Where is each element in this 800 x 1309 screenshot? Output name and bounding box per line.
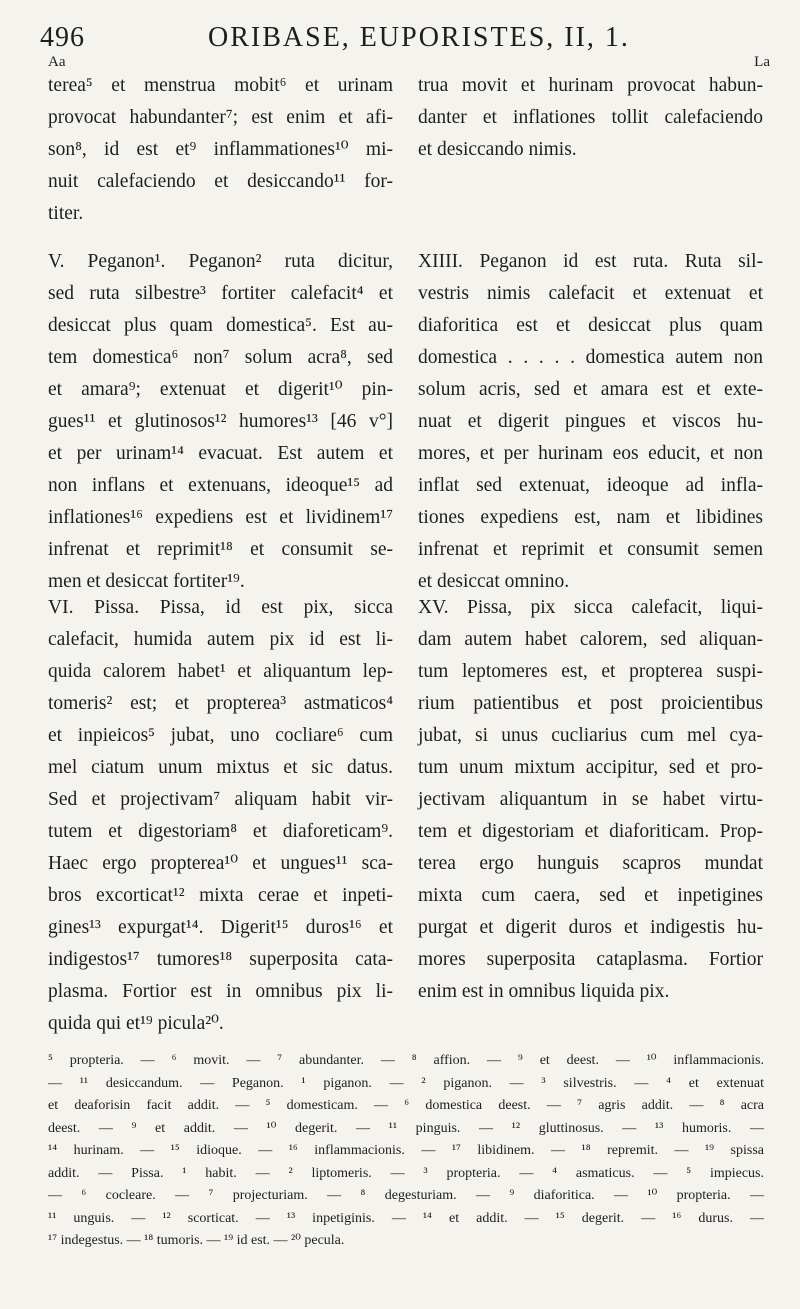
text-line: et desiccando nimis.: [418, 139, 577, 160]
text-line: tem domestica⁶ non⁷ solum acra⁸, sed: [48, 347, 393, 368]
text-line: diaforitica est et desiccat plus quam: [418, 315, 763, 336]
text-line: plasma. Fortior est in omnibus pix li-: [48, 981, 393, 1002]
footnote-line: addit. — Pissa. ¹ habit. — ² liptomeris. — ³ propteria. — ⁴ asmaticus. — ⁵ impiecus.: [48, 1165, 764, 1181]
footnote-line: ¹⁷ indegestus. — ¹⁸ tumoris. — ¹⁹ id est. — ²⁰ pecula.: [48, 1233, 345, 1248]
footnote-line: ¹¹ unguis. — ¹² scorticat. — ¹³ inpetiginis. — ¹⁴ et addit. — ¹⁵ degerit. — ¹⁶ durus. —: [48, 1210, 764, 1226]
text-line: mores superposita cataplasma. Fortior: [418, 949, 763, 970]
page-number: 496: [40, 22, 85, 53]
text-line: dam autem habet calorem, sed aliquan-: [418, 629, 763, 650]
text-line: enim est in omnibus liquida pix.: [418, 981, 670, 1002]
text-line: jubat, si unus cucliarius cum mel cya-: [418, 725, 763, 746]
text-line: mores, et per hurinam eos educit, et non: [418, 443, 763, 464]
left-column-block-3: [48, 592, 393, 1040]
text-line: VI. Pissa. Pissa, id est pix, sicca: [48, 597, 393, 618]
text-line: gues¹¹ et glutinosos¹² humores¹³ [46 v°]: [48, 411, 393, 432]
footnotes: [48, 1050, 764, 1253]
text-line: tum leptomeres est, et propterea suspi-: [418, 661, 763, 682]
page-header: [40, 22, 770, 62]
text-line: tum unum mixtum accipitur, sed et pro-: [418, 757, 763, 778]
text-line: mel ciatum unum mixtus et sic datus.: [48, 757, 393, 778]
left-paragraph-peganon: [48, 246, 393, 598]
text-line: bros excorticat¹² mixta cerae et inpeti-: [48, 885, 393, 906]
footnote-line: et deaforisin facit addit. — ⁵ domesticam. — ⁶ domestica deest. — ⁷ agris addit. — ⁸ acra: [48, 1098, 764, 1113]
text-line: infrenat et reprimit et consumit semen: [418, 539, 763, 560]
left-column-block-1: [48, 70, 393, 230]
text-line: trua movit et hurinam provocat habun-: [418, 75, 763, 96]
text-line: tutem et digestoriam⁸ et diaforeticam⁹.: [48, 821, 393, 842]
text-line: nuit calefaciendo et desiccando¹¹ for-: [48, 171, 393, 192]
text-line: quida qui et¹⁹ picula²⁰.: [48, 1013, 224, 1034]
text-line: jectivam aliquantum in se habet virtu-: [418, 789, 763, 810]
text-line: inflat sed extenuat, ideoque ad infla-: [418, 475, 763, 496]
right-column-block-2: [418, 246, 763, 598]
text-line: desiccat plus quam domestica⁵. Est au-: [48, 315, 393, 336]
text-line: infrenat et reprimit¹⁸ et consumit se-: [48, 539, 393, 560]
running-title: ORIBASE, EUPORISTES, II, 1.: [208, 22, 630, 53]
left-column-block-2: [48, 246, 393, 598]
left-paragraph: [48, 70, 393, 230]
text-line: terea⁵ et menstrua mobit⁶ et urinam: [48, 75, 393, 96]
right-column-block-1: [418, 70, 763, 166]
right-column-block-3: [418, 592, 763, 1008]
text-line: et desiccat omnino.: [418, 571, 570, 592]
left-paragraph-pissa: [48, 592, 393, 1040]
text-line: XV. Pissa, pix sicca calefacit, liqui-: [418, 597, 763, 618]
text-line: et inpieicos⁵ jubat, uno cocliare⁶ cum: [48, 725, 393, 746]
footnote-line: — ⁶ cocleare. — ⁷ projecturiam. — ⁸ degesturiam. — ⁹ diaforitica. — ¹⁰ propteria. —: [48, 1188, 764, 1203]
text-line: XIIII. Peganon id est ruta. Ruta sil-: [418, 251, 763, 272]
text-line: men et desiccat fortiter¹⁹.: [48, 571, 245, 592]
text-line: danter et inflationes tollit calefaciendo: [418, 107, 763, 128]
text-line: titer.: [48, 203, 84, 224]
text-line: vestris nimis calefacit et extenuat et: [418, 283, 763, 304]
text-line: et per urinam¹⁴ evacuat. Est autem et: [48, 443, 393, 464]
text-line: son⁸, id est et⁹ inflammationes¹⁰ mi-: [48, 139, 393, 160]
text-line: tem et digestoriam et diaforiticam. Prop-: [418, 821, 763, 842]
footnote-line: deest. — ⁹ et addit. — ¹⁰ degerit. — ¹¹ pinguis. — ¹² gluttinosus. — ¹³ humoris. —: [48, 1120, 764, 1136]
text-line: sed ruta silbestre³ fortiter calefacit⁴ et: [48, 283, 393, 304]
text-line: inflationes¹⁶ expediens est et lividinem¹⁷: [48, 507, 393, 528]
text-line: tomeris² est; et propterea³ astmaticos⁴: [48, 693, 393, 714]
text-line: nuat et digerit pingues et viscos hu-: [418, 411, 763, 432]
text-line: indigestos¹⁷ tumores¹⁸ superposita cata-: [48, 949, 393, 970]
right-paragraph-peganon: [418, 246, 763, 598]
text-line: solum acris, sed et amara est et exte-: [418, 379, 763, 400]
footnote-line: ⁵ propteria. — ⁶ movit. — ⁷ abundanter. — ⁸ affion. — ⁹ et deest. — ¹⁰ inflammacionis.: [48, 1053, 764, 1068]
right-paragraph-pissa: [418, 592, 763, 1008]
text-line: rium patientibus et post proicientibus: [418, 693, 763, 714]
right-paragraph: [418, 70, 763, 166]
text-line: tiones expediens est, nam et libidines: [418, 507, 763, 528]
text-line: domestica . . . . . domestica autem non: [418, 347, 763, 368]
signature-right: La: [754, 54, 770, 70]
footnote-line: ¹⁴ hurinam. — ¹⁵ idioque. — ¹⁶ inflammacionis. — ¹⁷ libidinem. — ¹⁸ repremit. — ¹⁹ spissa: [48, 1143, 764, 1158]
text-line: purgat et digerit duros et indigestis hu-: [418, 917, 763, 938]
text-line: V. Peganon¹. Peganon² ruta dicitur,: [48, 251, 393, 272]
text-line: et amara⁹; extenuat et digerit¹⁰ pin-: [48, 379, 393, 400]
text-line: quida calorem habet¹ et aliquantum lep-: [48, 661, 393, 682]
text-line: non inflans et extenuans, ideoque¹⁵ ad: [48, 475, 393, 496]
text-line: gines¹³ expurgat¹⁴. Digerit¹⁵ duros¹⁶ et: [48, 917, 393, 938]
text-line: mixta cum caera, sed et inpetigines: [418, 885, 763, 906]
text-line: terea ergo hunguis scapros mundat: [418, 853, 763, 874]
signature-left: Aa: [48, 54, 66, 70]
footnote-line: — ¹¹ desiccandum. — Peganon. ¹ piganon. — ² piganon. — ³ silvestris. — ⁴ et extenuat: [48, 1075, 764, 1091]
text-line: provocat habundanter⁷; est enim et afi-: [48, 107, 393, 128]
text-line: Sed et projectivam⁷ aliquam habit vir-: [48, 789, 393, 810]
text-line: calefacit, humida autem pix id est li-: [48, 629, 393, 650]
text-line: Haec ergo propterea¹⁰ et ungues¹¹ sca-: [48, 853, 393, 874]
